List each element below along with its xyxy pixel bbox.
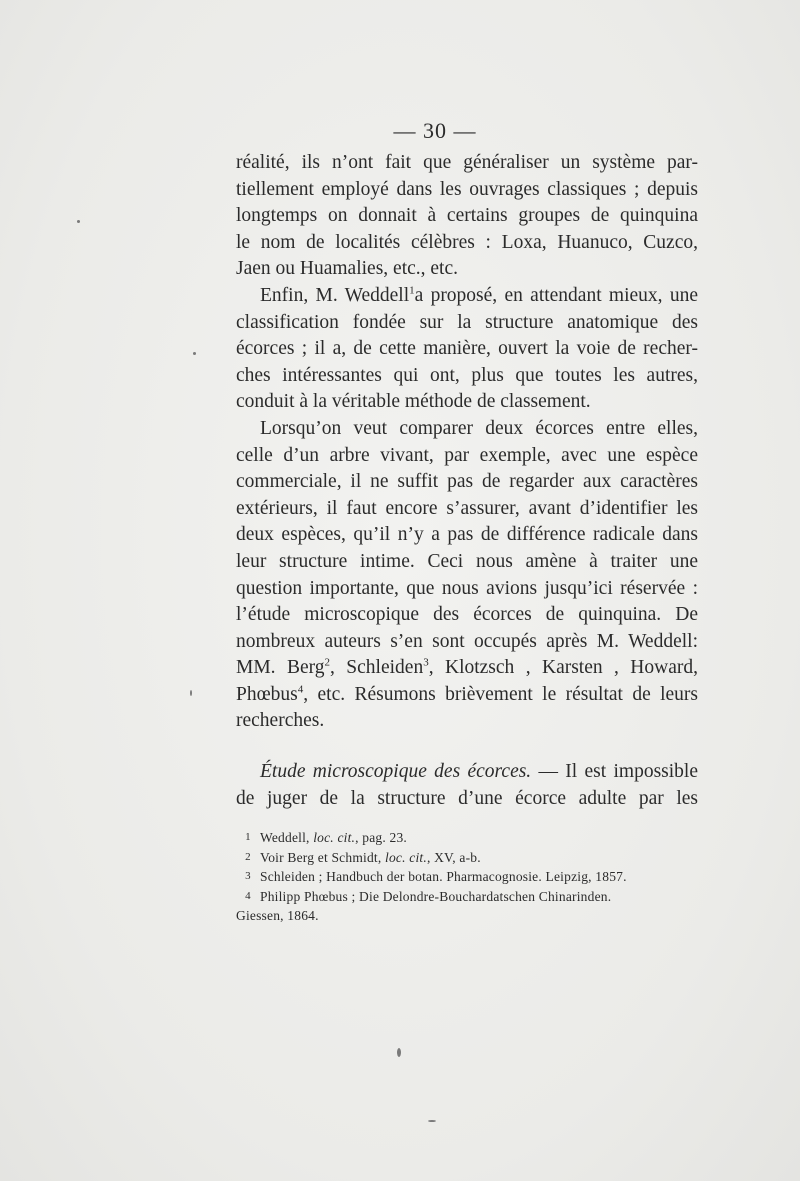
paper-speck xyxy=(428,1120,436,1122)
text-line: recherches. xyxy=(236,710,325,732)
footnote xyxy=(236,867,698,887)
text-line: extérieurs, il faut encore s’assurer, avant d’identifier les xyxy=(236,497,698,519)
paper-speck xyxy=(190,690,192,696)
footnote-ref: 1 xyxy=(409,284,415,297)
text-line xyxy=(236,682,698,709)
text-line: l’étude microscopique des écorces de quinquina. De xyxy=(236,604,698,626)
footnote xyxy=(236,828,698,848)
text-line: réalité, ils n’ont fait que généraliser un système par- xyxy=(236,152,698,173)
text-line: Lorsqu’on veut comparer deux écorces entre elles, xyxy=(260,417,698,439)
text-segment: MM. Berg xyxy=(236,657,325,679)
footnote-text: Weddell, xyxy=(260,830,314,845)
footnotes xyxy=(236,828,698,926)
text-line: deux espèces, qu’il n’y a pas de différence radicale dans xyxy=(236,524,698,546)
footnote xyxy=(236,887,698,907)
footnote-text: Voir Berg et Schmidt, xyxy=(260,849,386,865)
footnote-ref: 4 xyxy=(297,683,304,696)
footnote-text-italic: loc. cit. xyxy=(385,849,427,865)
text-line: leur structure intime. Ceci nous amène à traiter une xyxy=(236,550,698,572)
footnote-number: 4 xyxy=(245,889,251,902)
footnote-text: Schleiden ; Handbuch der botan. Pharmacognosie. Leipzig, 1857. xyxy=(260,869,627,884)
section-gap xyxy=(236,735,698,759)
section-heading: Étude microscopique des écorces. xyxy=(260,761,532,783)
paper-speck xyxy=(193,352,196,355)
footnote-number: 3 xyxy=(245,870,251,882)
footnote-text: Philipp Phœbus ; Die Delondre-Bouchardatschen Chinarinden. xyxy=(260,888,612,904)
body-text xyxy=(236,150,698,812)
footnote-continuation: Giessen, 1864. xyxy=(236,908,319,923)
text-line xyxy=(236,655,698,682)
footnote-ref: 2 xyxy=(324,656,331,669)
text-line: le nom de localités célèbres : Loxa, Huanuco, Cuzco, xyxy=(236,231,698,253)
footnote-number: 2 xyxy=(245,850,251,863)
text-line: longtemps on donnait à certains groupes de quinquina xyxy=(236,205,698,227)
paper-speck xyxy=(397,1048,401,1057)
footnote-text: , pag. 23. xyxy=(355,830,407,845)
text-segment: , etc. Résumons brièvement le résultat de leurs xyxy=(303,683,698,705)
footnote-ref: 3 xyxy=(423,656,429,669)
text-line: celle d’un arbre vivant, par exemple, avec une espèce xyxy=(236,444,698,466)
text-line: classification fondée sur la structure anatomique des xyxy=(236,311,698,333)
footnote-text-italic: loc. cit. xyxy=(313,830,356,845)
paper-speck xyxy=(77,220,80,223)
text-segment: — Il est impossible xyxy=(531,761,698,783)
text-segment: a proposé, en attendant mieux, une xyxy=(414,284,698,306)
text-line: commerciale, il ne suffit pas de regarder aux caractères xyxy=(236,471,698,493)
footnote-text: , XV, a-b. xyxy=(426,849,481,865)
page-number: — 30 — xyxy=(393,118,477,143)
text-line: Jaen ou Huamalies, etc., etc. xyxy=(236,258,458,280)
text-line: écorces ; il a, de cette manière, ouvert la voie de recher- xyxy=(236,338,698,360)
text-segment: Enfin, M. Weddell xyxy=(260,284,410,306)
text-line: nombreux auteurs s’en sont occupés après M. Weddell: xyxy=(236,630,698,652)
text-line: conduit à la véritable méthode de classement. xyxy=(236,391,591,413)
text-segment: Phœbus xyxy=(236,683,298,705)
footnote xyxy=(236,848,698,868)
text-line xyxy=(236,759,698,786)
text-line: ches intéressantes qui ont, plus que toutes les autres, xyxy=(236,364,698,386)
text-line: question importante, que nous avions jusqu’ici réservée : xyxy=(236,577,698,599)
text-line: de juger de la structure d’une écorce adulte par les xyxy=(236,787,698,809)
text-segment: , Klotzsch , Karsten , Howard, xyxy=(428,657,698,679)
text-line: tiellement employé dans les ouvrages classiques ; depuis xyxy=(236,178,698,200)
footnote-number: 1 xyxy=(245,831,251,843)
text-segment: , Schleiden xyxy=(330,657,424,679)
text-line xyxy=(236,283,698,310)
